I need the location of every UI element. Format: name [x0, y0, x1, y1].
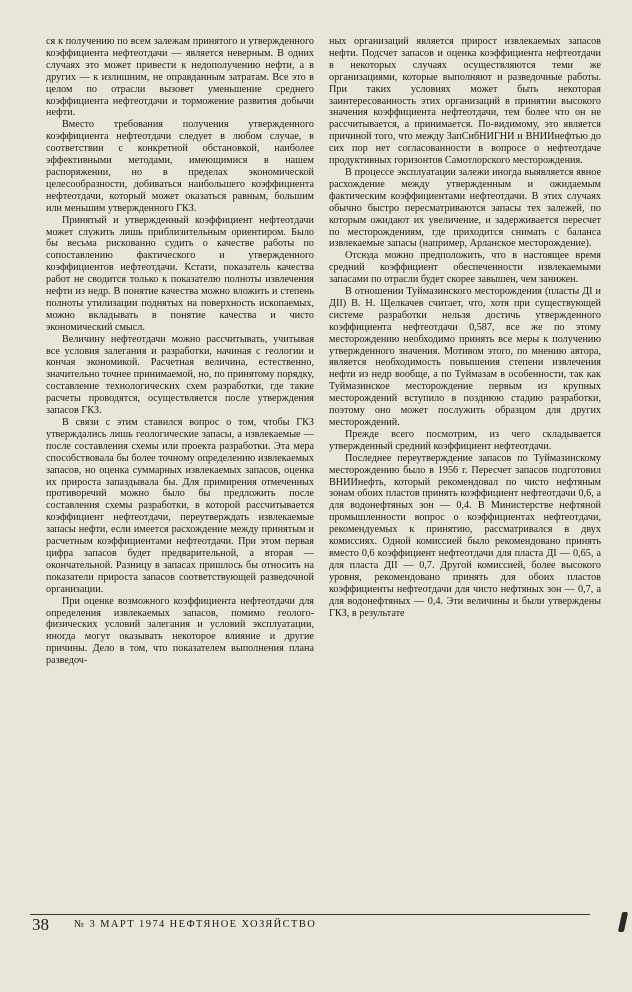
footer-rule [30, 914, 590, 915]
issue-line: № 3 МАРТ 1974 НЕФТЯНОЕ ХОЗЯЙСТВО [74, 919, 317, 930]
paragraph: Вместо требования получения утвержденного коэффициента нефтеотдачи следует в любом случае, в соответствии с конкретной обстановкой, наиболее эффективными методами, имеющимися в нашем распоряжении, но в пределах экономической целесообразности, добиваться наибольшего коэффициента нефтеотдачи, который может оказаться равным, большим или меньшим утвержденного ГКЗ. [46, 119, 314, 214]
page-number: 38 [32, 915, 49, 934]
paragraph: Прежде всего посмотрим, из чего складывается утвержденный средний коэффициент нефтеотдачи. [329, 428, 601, 452]
text-column-left [46, 36, 314, 667]
paragraph: Отсюда можно предположить, что в настоящее время средний коэффициент обеспеченности извлекаемыми запасами по отрасли будет скорее завышен, чем занижен. [329, 250, 601, 286]
paragraph: При оценке возможного коэффициента нефтеотдачи для определения извлекаемых запасов, помимо геолого-физических условий залегания и условий эксплуатации, иногда могут оказывать некоторое влияние и другие причины. Дело в том, что показателем выполнения плана разведоч- [46, 595, 314, 667]
text-column-right [329, 36, 601, 619]
paragraph: В связи с этим ставился вопрос о том, чтобы ГКЗ утверждались лишь геологические запасы, а извлекаемые — после составления схемы или проекта разработки. Эта мера способствовала бы более точному определению извлекаемых запасов, но оценка суммарных извлекаемых запасов, оценка их прироста запаздывала бы. Для примирения отмеченных противоречий можно было бы предложить после составления схемы разработки, в которой рассчитывается коэффициент нефтеотдачи, переутверждать извлекаемые запасы нефти, если имеется расхождение между принятым и расчетным коэффициентами нефтеотдачи. При этом первая цифра запасов будет предварительной, а вторая — окончательной. Разницу в запасах пришлось бы относить на показатели прироста запасов соответствующей разведочной организации. [46, 417, 314, 595]
paragraph: В отношении Туймазинского месторождения (пласты ДI и ДII) В. Н. Щелкачев считает, что, хотя при существующей системе разработки нельзя достичь утвержденного коэффициента нефтеотдачи 0,587, все же по этому месторождению необходимо принять все меры к получению утвержденного значения. Мотивом этого, по мнению автора, является необходимость повышения степени извлечения нефти из недр вообще, а по Туймазам в особенности, так как Туймазинское месторождение первым из крупных месторождений вступило в позднюю стадию разработки, поэтому оно может послужить образцом для других месторождений. [329, 286, 601, 428]
paragraph: В процессе эксплуатации залежи иногда выявляется явное расхождение между утвержденным и ожидаемым фактическим коэффициентами нефтеотдачи. В этих случаях обычно быстро пересматриваются запасы тех залежей, по которым ожидают их увеличение, и задерживается пересчет по месторождениям, где приходится снимать с баланса извлекаемые запасы (например, Арланское месторождение). [329, 166, 601, 250]
paragraph: Величину нефтеотдачи можно рассчитывать, учитывая все условия залегания и разработки, начиная с геологии и кончая экономикой. Расчетная величина, естественно, значительно точнее принимаемой, но, по принятому порядку, составление технологических схем разработки, где такие расчеты проводятся, осуществляется после утверждения запасов ГКЗ. [46, 333, 314, 417]
paragraph: Принятый и утвержденный коэффициент нефтеотдачи может служить лишь приблизительным ориентиром. Было бы весьма рискованно судить о качестве работы по сопоставлению фактического и утвержденного коэффициентов нефтеотдачи. Кстати, показатель качества работ не сводится только к показателю полноты извлечения нефти из недр. В понятие качества можно вложить и степень полноты утилизации поднятых на поверхность ископаемых, можно вкладывать в понятие качества и чисто экономический смысл. [46, 214, 314, 333]
page-footer [30, 908, 610, 932]
scan-edge-mark [618, 912, 628, 932]
paragraph: Последнее переутверждение запасов по Туймазинскому месторождению было в 1956 г. Пересчет запасов подготовил ВНИИнефть, который рекомендовал по чисто нефтяным зонам обоих пластов принять коэффициент нефтеотдачи 0,6, а для водонефтяных зон — 0,4. В Министерстве нефтяной промышленности вопрос о коэффициентах нефтеотдачи, рекомендуемых к принятию, рассматривался в двух комиссиях. Одной комиссией было рекомендовано принять вместо 0,6 коэффициент нефтеотдачи для пласта ДI — 0,65, а для пласта ДII — 0,7. Другой комиссией, более высокого уровня, рекомендовано принять для обоих пластов коэффициенты нефтеотдачи для чисто нефтяных зон — 0,7, а для водонефтяных — 0,4. Эти величины и были утверждены ГКЗ, в результате [329, 452, 601, 619]
paragraph: ся к получению по всем залежам принятого и утвержденного коэффициента нефтеотдачи — является неверным. В одних случаях это может привести к недополучению нефти, а в других — к излишним, не оправданным затратам. Все это в целом по отрасли вызовет уменьшение среднего коэффициента нефтеотдачи и торможение развития добычи нефти. [46, 36, 314, 119]
paragraph: ных организаций является прирост извлекаемых запасов нефти. Подсчет запасов и оценка коэффициента нефтеотдачи в некоторых случаях осуществляются теми же организациями, которые выполняют и разведочные работы. При таких условиях может быть некоторая заинтересованность этих организаций в принятии высокого значения коэффициента нефтеотдачи, тем более что он не рассчитывается, а принимается. По-видимому, это является причиной того, что между ЗапСибНИГНИ и ВНИИнефтью до сих пор нет согласованности в вопросе о нефтеотдаче продуктивных горизонтов Самотлорского месторождения. [329, 36, 601, 167]
